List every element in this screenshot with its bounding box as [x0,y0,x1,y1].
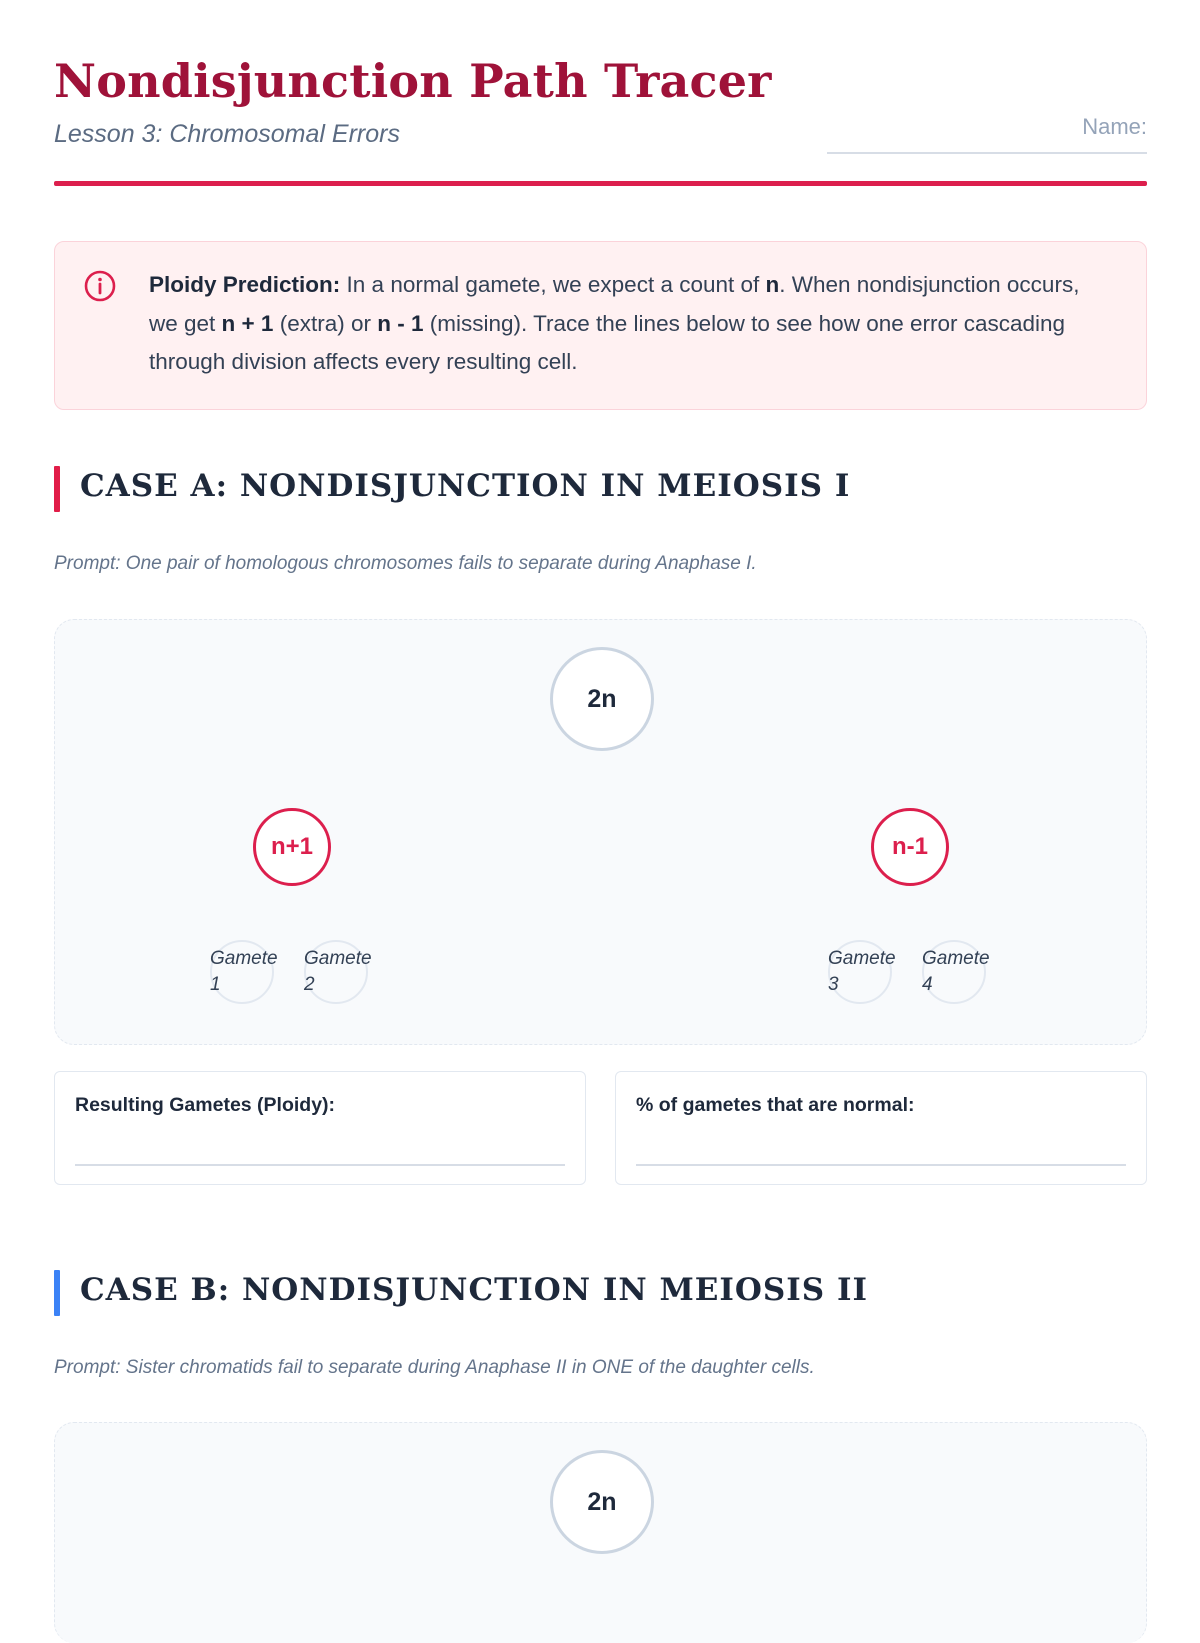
ploidy-callout [54,241,1147,410]
gamete-4-label: Gamete 4 [922,948,990,995]
ploidy-answer-box[interactable] [54,1071,586,1185]
callout-segment: (missing). Trace the lines below to see how one error cascading through division affects every resulting cell. [149,310,1066,374]
case-a-accent-bar [54,466,60,512]
callout-bold-n-plus-1: n + 1 [221,310,274,336]
name-field[interactable] [827,114,1147,154]
case-a-left-cell: n+1 [253,808,331,886]
case-a-prompt: Prompt: One pair of homologous chromosomes fails to separate during Anaphase I. [54,553,757,574]
callout-bold-n-minus-1: n - 1 [377,310,424,336]
callout-segment: (extra) or [273,310,378,336]
header-divider [54,181,1147,186]
info-circle-icon [84,270,116,302]
gamete-1-label: Gamete 1 [210,948,278,995]
callout-text [149,266,1109,382]
case-a-root-cell: 2n [550,647,654,751]
case-b-root-cell: 2n [550,1450,654,1554]
gamete-2-label: Gamete 2 [304,948,372,995]
page-subtitle: Lesson 3: Chromosomal Errors [54,120,400,148]
callout-bold-n: n [765,272,780,297]
ploidy-answer-label: Resulting Gametes (Ploidy): [75,1094,336,1116]
gamete-3-label: Gamete 3 [828,948,896,995]
case-b-header [54,1270,1147,1316]
case-a-title: CASE A: NONDISJUNCTION IN MEIOSIS I [80,468,851,504]
case-a-right-cell: n-1 [871,808,949,886]
case-a-header [54,466,1147,512]
callout-lead: Ploidy Prediction: [149,272,341,297]
ploidy-answer-line[interactable] [75,1164,565,1166]
case-b-title: CASE B: NONDISJUNCTION IN MEIOSIS II [80,1272,868,1308]
callout-segment: . When nondisjunction occurs, we get [149,272,1080,336]
case-b-prompt: Prompt: Sister chromatids fail to separate during Anaphase II in ONE of the daughter cells. [54,1357,815,1378]
page-title: Nondisjunction Path Tracer [54,54,772,108]
percent-normal-answer-box[interactable] [615,1071,1147,1185]
percent-normal-line[interactable] [636,1164,1126,1166]
percent-normal-label: % of gametes that are normal: [636,1094,915,1116]
case-b-diagram [54,1422,1147,1643]
case-b-accent-bar [54,1270,60,1316]
case-a-diagram [54,619,1147,1045]
name-label: Name: [1082,114,1147,139]
callout-segment: In a normal gamete, we expect a count of [340,272,766,297]
